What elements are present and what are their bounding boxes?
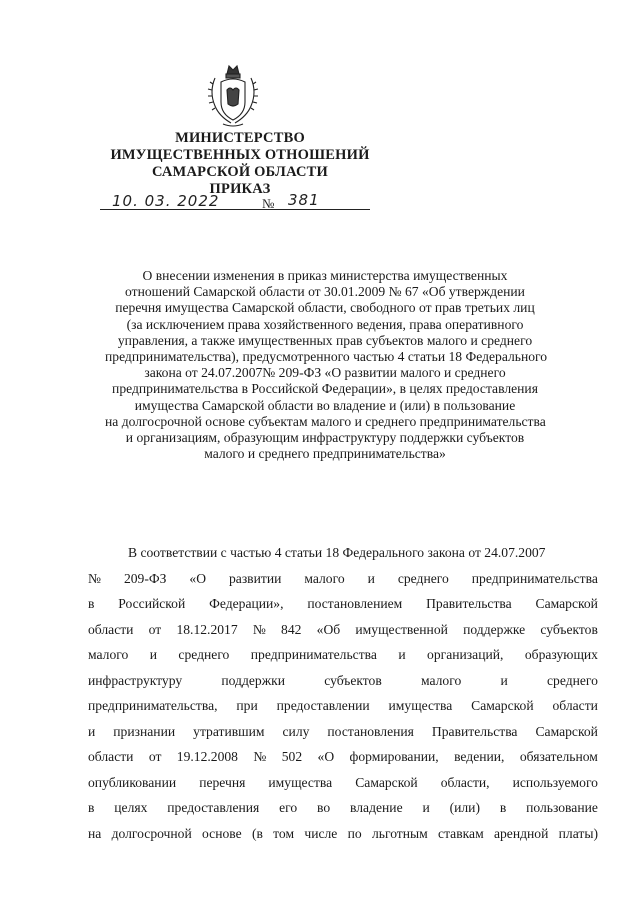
date-number-underline [100,209,370,210]
order-date-handwritten: 10. 03. 2022 [112,192,220,210]
subject-line: на долгосрочной основе субъектам малого и среднего предпринимательства [105,413,546,429]
body-line: в Российской Федерации», постановлением Правительства Самарской [88,596,598,611]
subject-line: и организациям, образующим инфраструктуру поддержки субъектов [125,430,525,446]
subject-line: перечня имущества Самарской области, свободного от прав третьих лиц [115,300,535,316]
subject-line: закона от 24.07.2007№ 209-ФЗ «О развитии малого и среднего [144,365,506,381]
body-line: опубликовании перечня имущества Самарской области, используемого [88,774,598,790]
subject-line: предпринимательства), предусмотренного частью 4 статьи 18 Федерального [105,349,548,365]
ministry-title-line2: ИМУЩЕСТВЕННЫХ ОТНОШЕНИЙ [110,147,370,163]
body-line: и признании утратившим силу постановления Правительства Самарской [88,723,598,739]
ministry-title-line1: МИНИСТЕРСТВО [175,130,305,146]
document-type-title: ПРИКАЗ [209,181,271,197]
body-line: малого и среднего предпринимательства и организаций, образующих [88,647,598,662]
body-line: на долгосрочной основе (в том числе по льготным ставкам арендной платы) [88,825,598,841]
order-body-text [88,540,598,846]
order-number-handwritten: 381 [288,191,320,209]
order-number-label: № [262,196,275,211]
subject-line: предпринимательства в Российской Федерации», в целях предоставления [112,381,538,397]
order-subject [105,268,548,462]
subject-line: (за исключением права хозяйственного ведения, права оперативного [126,316,524,332]
ministry-title-line3: САМАРСКОЙ ОБЛАСТИ [151,164,329,180]
subject-line: малого и среднего предпринимательства» [204,446,446,462]
body-line: предпринимательства, при предоставлении имущества Самарской области [88,698,598,713]
body-line: инфраструктуру поддержки субъектов малого и среднего [88,672,598,688]
coat-of-arms-emblem [205,60,261,130]
body-line: № 209-ФЗ «О развитии малого и среднего предпринимательства [88,570,598,586]
subject-line: имущества Самарской области во владение и (или) в пользование [134,397,516,413]
body-line: в целях предоставления его во владение и (или) в пользование [88,800,598,815]
subject-line: управления, а также имущественных прав субъектов малого и среднего [117,332,533,348]
body-line: В соответствии с частью 4 статьи 18 Федерального закона от 24.07.2007 [128,545,546,560]
body-line: области от 18.12.2017 № 842 «Об имущественной поддержке субъектов [88,621,598,637]
subject-line: О внесении изменения в приказ министерства имущественных [142,268,508,283]
body-line: области от 19.12.2008 № 502 «О формировании, ведении, обязательном [88,749,598,764]
subject-line: отношений Самарской области от 30.01.2009 № 67 «Об утверждении [125,284,525,300]
